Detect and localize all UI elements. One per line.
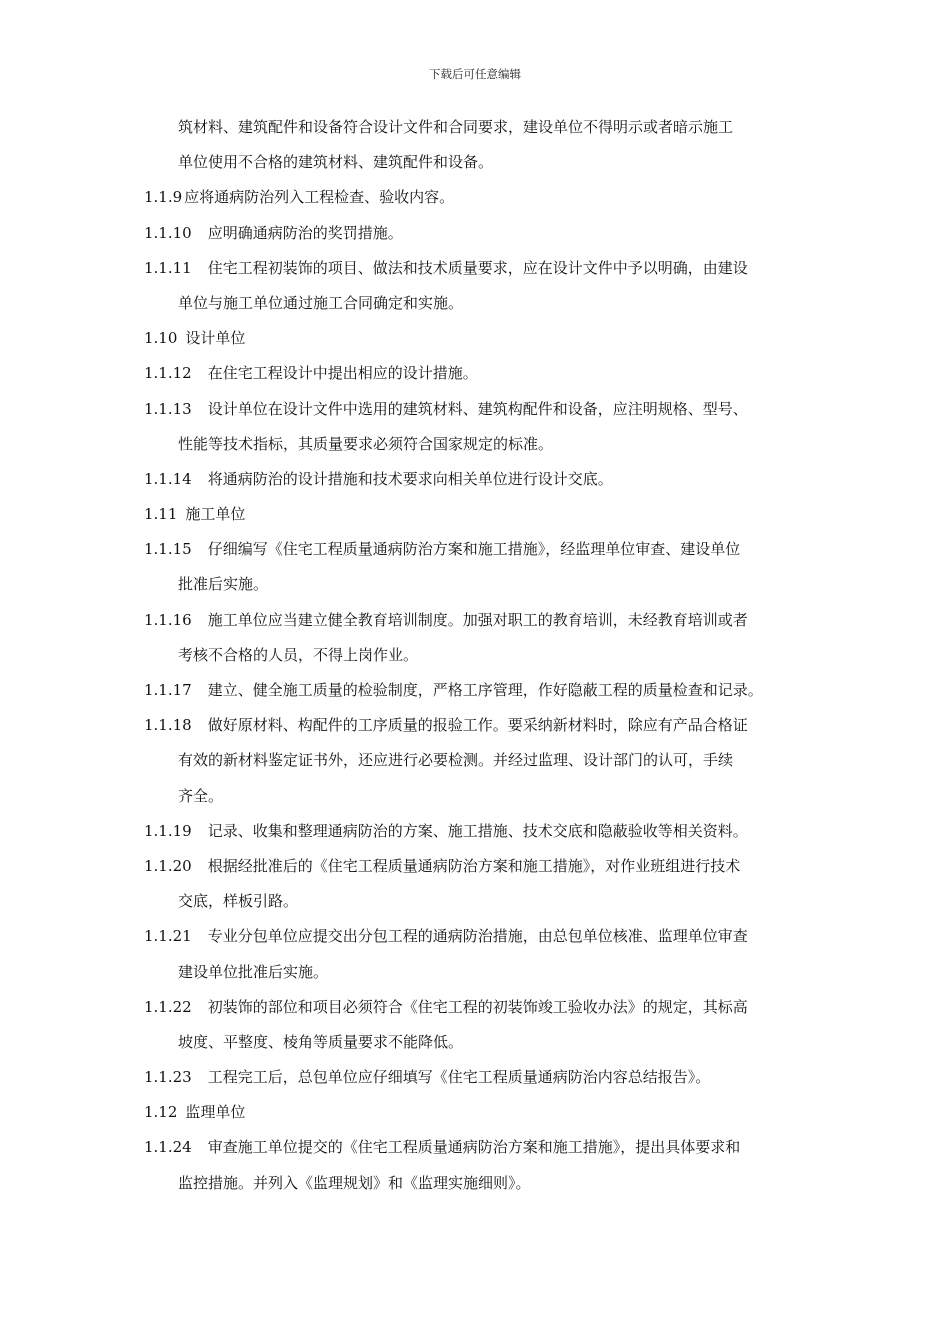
clause-line: [144, 497, 816, 532]
continuation-line: [144, 884, 816, 919]
continuation-line: [144, 638, 816, 673]
clause-text: 根据经批准后的《住宅工程质量通病防治方案和施工措施》，对作业班组进行技术: [207, 856, 741, 875]
continuation-line: [144, 567, 816, 602]
clause-number: 1.1.23: [144, 1068, 192, 1087]
clause-line: [144, 180, 816, 215]
clause-text: 将通病防治的设计措施和技术要求向相关单位进行设计交底。: [207, 469, 613, 488]
clause-text: 监理单位: [185, 1103, 246, 1122]
clause-number: 1.1.18: [144, 716, 192, 735]
clause-number: 1.10: [144, 329, 178, 348]
clause-line: [144, 356, 816, 391]
clause-text: 应明确通病防治的奖罚措施。: [207, 223, 403, 242]
clause-text: 做好原材料、构配件的工序质量的报验工作。要采纳新材料时，除应有产品合格证: [207, 716, 748, 735]
clause-text: 在住宅工程设计中提出相应的设计措施。: [207, 364, 478, 383]
continuation-line: [144, 145, 816, 180]
clause-line: [144, 849, 816, 884]
continuation-line: [144, 286, 816, 321]
clause-text: 有效的新材料鉴定证书外，还应进行必要检测。并经过监理、设计部门的认可，手续: [178, 751, 734, 770]
clause-number: 1.1.14: [144, 469, 192, 488]
clause-text: 专业分包单位应提交出分包工程的通病防治措施，由总包单位核准、监理单位审查: [207, 927, 748, 946]
clause-text: 性能等技术指标，其质量要求必须符合国家规定的标准。: [178, 434, 554, 453]
clause-number: 1.1.20: [144, 856, 192, 875]
page-header: 下载后可任意编辑: [429, 67, 521, 81]
clause-line: [144, 216, 816, 251]
clause-text: 施工单位: [185, 505, 246, 524]
clause-line: [144, 532, 816, 567]
clause-text: 建立、健全施工质量的检验制度，严格工序管理，作好隐蔽工程的质量检查和记录。: [207, 681, 763, 699]
clause-text: 住宅工程初装饰的项目、做法和技术质量要求，应在设计文件中予以明确，由建设: [207, 258, 748, 277]
clause-line: [144, 603, 816, 638]
clause-number: 1.1.11: [144, 258, 192, 277]
clause-line: [144, 990, 816, 1025]
clause-number: 1.1.22: [144, 997, 192, 1016]
clause-text: 设计单位: [185, 329, 246, 348]
clause-line: [144, 462, 816, 497]
clause-line: [144, 1095, 816, 1130]
clause-text: 齐全。: [178, 786, 224, 805]
clause-number: 1.1.16: [144, 610, 192, 629]
document-body: [144, 110, 816, 1201]
clause-line: [144, 392, 816, 427]
clause-text: 考核不合格的人员，不得上岗作业。: [178, 645, 419, 664]
clause-text: 单位使用不合格的建筑材料、建筑配件和设备。: [178, 153, 494, 172]
clause-number: 1.1.12: [144, 364, 192, 383]
clause-text: 施工单位应当建立健全教育培训制度。加强对职工的教育培训，未经教育培训或者: [207, 610, 748, 629]
clause-number: 1.1.10: [144, 223, 192, 242]
clause-line: [144, 1130, 816, 1165]
clause-text: 建设单位批准后实施。: [178, 962, 329, 981]
clause-text: 批准后实施。: [178, 575, 269, 594]
clause-number: 1.12: [144, 1103, 178, 1122]
clause-number: 1.1.19: [144, 821, 192, 840]
clause-text: 设计单位在设计文件中选用的建筑材料、建筑构配件和设备，应注明规格、型号、: [207, 399, 748, 418]
continuation-line: [144, 1025, 816, 1060]
clause-text: 初装饰的部位和项目必须符合《住宅工程的初装饰竣工验收办法》的规定，其标高: [207, 997, 748, 1016]
clause-number: 1.1.9: [144, 188, 183, 207]
clause-number: 1.1.21: [144, 927, 192, 946]
clause-line: [144, 251, 816, 286]
clause-number: 1.1.17: [144, 681, 192, 699]
clause-text: 工程完工后，总包单位应仔细填写《住宅工程质量通病防治内容总结报告》。: [207, 1068, 711, 1087]
clause-line: [144, 673, 816, 708]
clause-text: 应将通病防治列入工程检查、验收内容。: [184, 188, 455, 207]
clause-number: 1.1.15: [144, 540, 192, 559]
continuation-line: [144, 427, 816, 462]
clause-line: [144, 321, 816, 356]
clause-line: [144, 1060, 816, 1095]
clause-text: 筑材料、建筑配件和设备符合设计文件和合同要求，建设单位不得明示或者暗示施工: [178, 118, 734, 136]
continuation-line: [144, 955, 816, 990]
clause-text: 仔细编写《住宅工程质量通病防治方案和施工措施》，经监理单位审查、建设单位: [207, 540, 741, 559]
clause-text: 监控措施。并列入《监理规划》和《监理实施细则》。: [178, 1173, 531, 1192]
clause-text: 单位与施工单位通过施工合同确定和实施。: [178, 293, 464, 312]
continuation-line: [144, 743, 816, 778]
clause-line: [144, 919, 816, 954]
continuation-line: [144, 1166, 816, 1201]
clause-text: 记录、收集和整理通病防治的方案、施工措施、技术交底和隐蔽验收等相关资料。: [207, 821, 748, 840]
continuation-line: [144, 110, 816, 145]
clause-number: 1.1.24: [144, 1138, 192, 1157]
clause-line: [144, 814, 816, 849]
clause-number: 1.11: [144, 505, 178, 524]
clause-text: 交底，样板引路。: [178, 892, 299, 911]
clause-line: [144, 708, 816, 743]
clause-text: 审查施工单位提交的《住宅工程质量通病防治方案和施工措施》，提出具体要求和: [207, 1138, 741, 1157]
continuation-line: [144, 779, 816, 814]
clause-number: 1.1.13: [144, 399, 192, 418]
clause-text: 坡度、平整度、棱角等质量要求不能降低。: [178, 1032, 464, 1051]
